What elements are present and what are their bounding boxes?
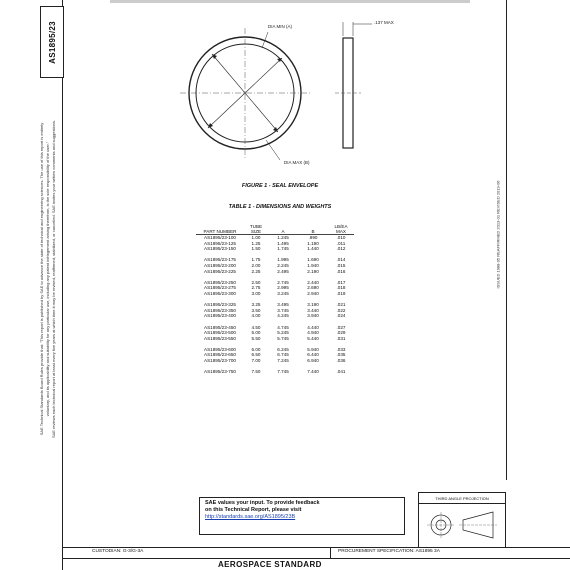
cell-weight: .035: [336, 352, 346, 358]
cell-weight: .029: [336, 330, 346, 336]
cell-weight: .016: [336, 268, 346, 274]
cell-part-number: AS1895/23-225: [204, 268, 236, 274]
cell-a: 7.245: [277, 358, 289, 364]
cell-b: 6.440: [307, 352, 319, 358]
cell-tube-size: 1.25: [251, 240, 261, 246]
cell-a: 4.245: [277, 313, 289, 319]
cell-a: 5.745: [277, 335, 289, 341]
cell-a: 3.245: [277, 290, 289, 296]
cell-weight: .036: [336, 358, 346, 364]
cell-part-number: AS1895/23-700: [204, 358, 236, 364]
left-margin-rule: [62, 0, 63, 570]
cell-a: 2.495: [277, 268, 289, 274]
cell-part-number: AS1895/23-350: [204, 307, 236, 313]
cell-weight: .022: [336, 307, 346, 313]
revision-history: ISSUED 1988-05 REAFFIRMED 2013-01 REVISED 2019-06: [495, 180, 501, 289]
cell-part-number: AS1895/23-100: [204, 235, 236, 240]
feedback-line: on this Technical Report, please visit: [205, 507, 302, 513]
cell-tube-size: 1.75: [251, 257, 261, 263]
footer-rule-bottom: [62, 558, 570, 559]
cell-b: 1.440: [307, 246, 319, 252]
cell-part-number: AS1895/23-300: [204, 290, 236, 296]
feedback-line: SAE values your input. To provide feedback: [205, 500, 320, 506]
feedback-box: [199, 497, 405, 535]
cell-b: 2.190: [307, 268, 319, 274]
document-id: AS1895/23: [47, 20, 57, 64]
cell-tube-size: 2.75: [251, 285, 261, 291]
footer-separator: [330, 547, 331, 558]
cell-part-number: AS1895/23-275: [204, 285, 236, 291]
cell-weight: .021: [336, 302, 346, 308]
footer-rule-top: [62, 547, 570, 548]
procurement-label: PROCUREMENT SPECIFICATION: AS1895 3A: [338, 549, 440, 554]
cell-weight: .031: [336, 335, 346, 341]
notice-line: SAE Technical Standards Board Rules provide that: "This report is published by SAE to advance the state of technical and engineering sciences. The use of this report is entirely: [39, 122, 44, 436]
cell-tube-size: 1.00: [251, 235, 261, 240]
cell-b: 7.440: [307, 369, 319, 375]
cell-a: 7.745: [277, 369, 289, 375]
notice-line: SAE reviews each technical report at least every five years at which time it may be revised, reaffirmed, stabilized, or cancelled. SAE invites your written comments and suggestions.: [51, 119, 56, 439]
cell-part-number: AS1895/23-500: [204, 330, 236, 336]
cell-weight: .012: [336, 246, 346, 252]
cell-part-number: AS1895/23-750: [204, 369, 236, 375]
cell-part-number: AS1895/23-325: [204, 302, 236, 308]
cell-part-number: AS1895/23-200: [204, 262, 236, 268]
cell-b: 2.440: [307, 279, 319, 285]
cell-weight: .014: [336, 257, 346, 263]
projection-divider: [419, 503, 505, 504]
cell-weight: .015: [336, 262, 346, 268]
thickness-label: .137 MAX: [374, 20, 394, 25]
cell-a: 6.745: [277, 352, 289, 358]
cell-tube-size: 2.50: [251, 279, 261, 285]
cell-b: 1.940: [307, 262, 319, 268]
cell-b: .990: [308, 235, 318, 240]
cell-part-number: AS1895/23-450: [204, 324, 236, 330]
cell-tube-size: 7.00: [251, 358, 261, 364]
cell-b: 1.190: [307, 240, 319, 246]
cell-a: 5.245: [277, 330, 289, 336]
projection-box: [418, 492, 506, 548]
cell-b: 1.690: [307, 257, 319, 263]
cell-tube-size: 2.25: [251, 268, 261, 274]
cell-b: 6.940: [307, 358, 319, 364]
seal-envelope-drawing: [150, 10, 420, 180]
feedback-link[interactable]: http://standards.sae.org/AS1895/23B: [205, 514, 296, 520]
cell-weight: .011: [336, 240, 346, 246]
cell-b: 2.940: [307, 290, 319, 296]
cell-a: 2.745: [277, 279, 289, 285]
cell-weight: .017: [336, 279, 346, 285]
cell-tube-size: 1.50: [251, 246, 261, 252]
cell-a: 2.995: [277, 285, 289, 291]
cell-tube-size: 2.00: [251, 262, 261, 268]
cell-a: 1.995: [277, 257, 289, 263]
left-margin-notice: [39, 49, 57, 509]
table-title: TABLE 1 - DIMENSIONS AND WEIGHTS: [228, 204, 332, 210]
cell-b: 4.440: [307, 324, 319, 330]
cell-b: 3.940: [307, 313, 319, 319]
third-angle-projection-symbol: [423, 506, 501, 544]
header-tube-size: TUBE SIZE: [244, 224, 268, 235]
cell-tube-size: 5.00: [251, 330, 261, 336]
cell-a: 1.745: [277, 246, 289, 252]
dimension-b-label: DIA MAX (B): [284, 160, 310, 165]
cell-tube-size: 3.00: [251, 290, 261, 296]
cell-b: 5.940: [307, 346, 319, 352]
cell-weight: .010: [336, 235, 346, 240]
cell-tube-size: 4.00: [251, 313, 261, 319]
cell-a: 1.495: [277, 240, 289, 246]
header-weight: LB/EA MAX: [328, 224, 354, 235]
right-margin-rule: [506, 0, 507, 480]
table-header-row: [196, 224, 354, 235]
cell-part-number: AS1895/23-150: [204, 246, 236, 252]
cell-tube-size: 7.50: [251, 369, 261, 375]
cell-b: 3.440: [307, 307, 319, 313]
header-b: B: [298, 224, 328, 235]
dimension-a-label: DIA MIN (A): [268, 24, 293, 29]
cell-part-number: AS1895/23-600: [204, 346, 236, 352]
cell-a: 2.245: [277, 262, 289, 268]
notice-line: voluntary, and its applicability and suitability for any particular use, including any patent infringement arising therefrom, is the sole responsibility of the user.": [45, 141, 50, 417]
dimensions-table: [196, 224, 354, 375]
cell-weight: .033: [336, 346, 346, 352]
table-row: [196, 369, 354, 375]
figure-title: FIGURE 1 - SEAL ENVELOPE: [241, 183, 319, 189]
cell-b: 4.940: [307, 330, 319, 336]
cell-weight: .041: [336, 369, 346, 375]
cell-tube-size: 6.50: [251, 352, 261, 358]
cell-weight: .024: [336, 313, 346, 319]
cell-weight: .019: [336, 290, 346, 296]
aerospace-standard-title: AEROSPACE STANDARD: [218, 560, 322, 569]
cell-part-number: AS1895/23-550: [204, 335, 236, 341]
cell-tube-size: 6.00: [251, 346, 261, 352]
header-part-number: PART NUMBER: [196, 224, 244, 235]
custodian-label: CUSTODIAN: G-3/G-3A: [92, 549, 144, 554]
cell-a: 6.245: [277, 346, 289, 352]
cell-b: 2.690: [307, 285, 319, 291]
cell-a: 3.495: [277, 302, 289, 308]
cell-a: 4.745: [277, 324, 289, 330]
header-a: A: [268, 224, 298, 235]
cell-tube-size: 3.50: [251, 307, 261, 313]
cell-part-number: AS1895/23-175: [204, 257, 236, 263]
cell-b: 3.190: [307, 302, 319, 308]
cell-tube-size: 5.50: [251, 335, 261, 341]
cell-part-number: AS1895/23-250: [204, 279, 236, 285]
top-title-strip: [110, 0, 470, 3]
cell-tube-size: 3.25: [251, 302, 261, 308]
cell-weight: .018: [336, 285, 346, 291]
cell-a: 1.245: [277, 235, 289, 240]
cell-part-number: AS1895/23-650: [204, 352, 236, 358]
cell-tube-size: 4.50: [251, 324, 261, 330]
cell-b: 5.440: [307, 335, 319, 341]
cell-a: 3.745: [277, 307, 289, 313]
cell-part-number: AS1895/23-125: [204, 240, 236, 246]
cell-part-number: AS1895/23-400: [204, 313, 236, 319]
cell-weight: .027: [336, 324, 346, 330]
projection-label: THIRD ANGLE PROJECTION: [435, 496, 489, 501]
